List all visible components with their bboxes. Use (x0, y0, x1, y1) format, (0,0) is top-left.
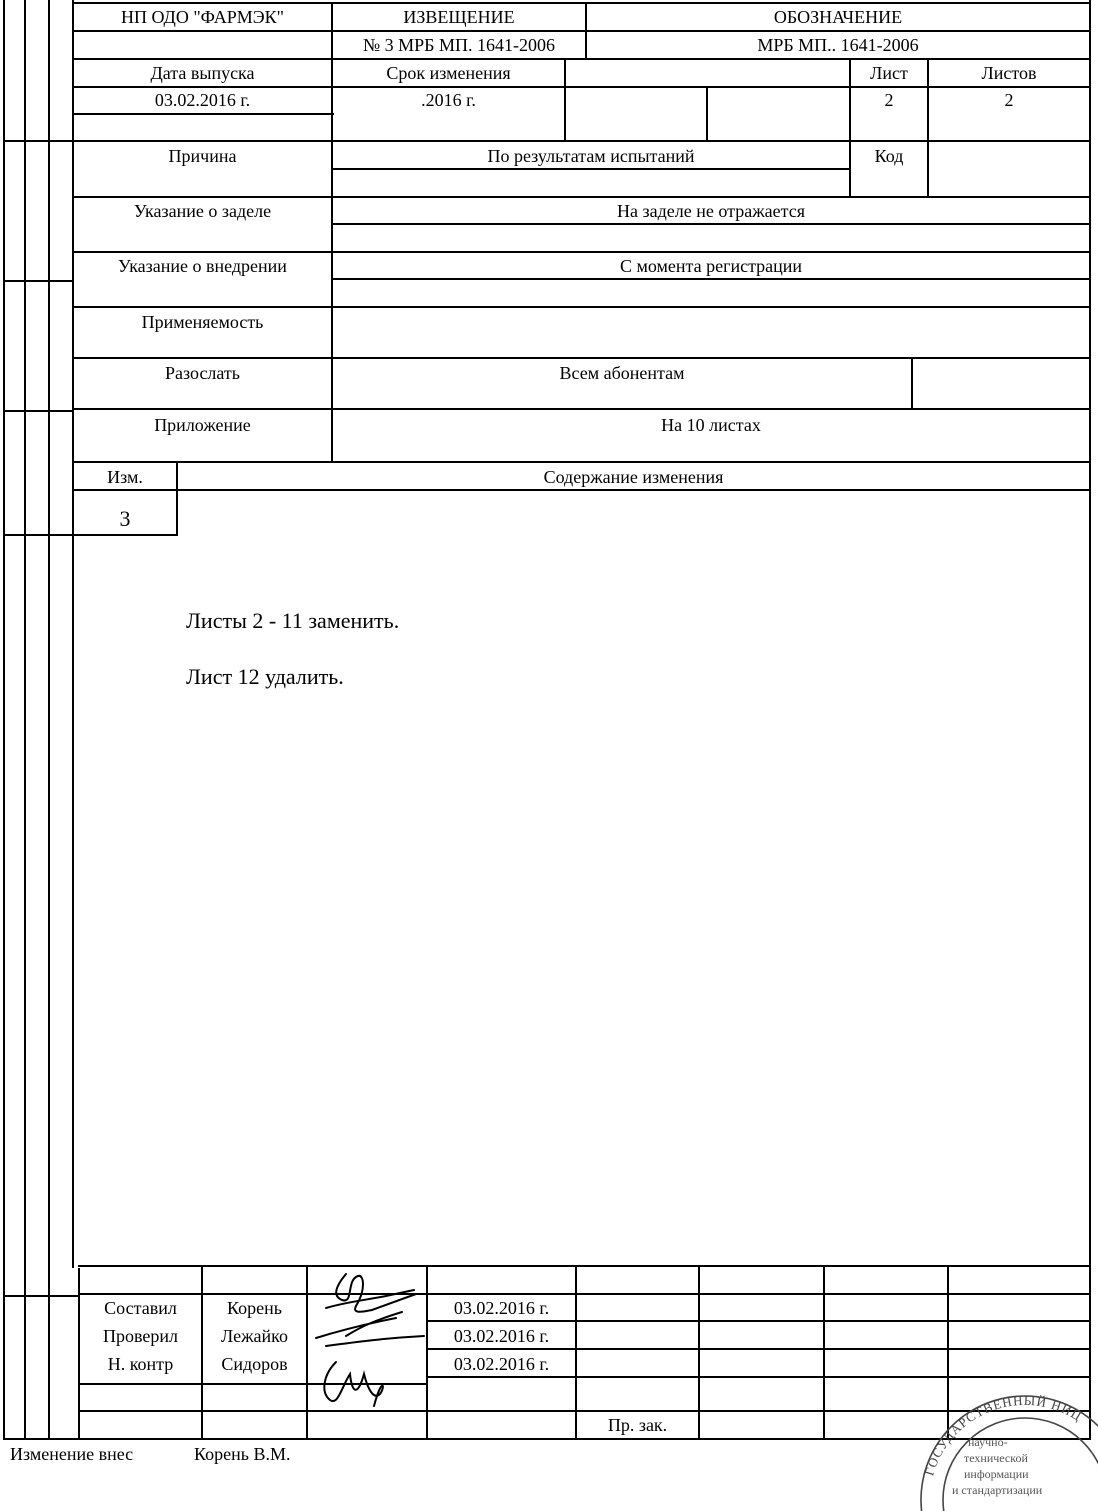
order-label: Пр. зак. (607, 1415, 668, 1435)
applicability-label: Применяемость (141, 312, 264, 332)
date-composed: 03.02.2016 г. (453, 1298, 550, 1318)
reserve-value: На заделе не отражается (617, 201, 805, 221)
code-label: Код (874, 146, 904, 166)
change-term-label: Срок изменения (386, 63, 511, 83)
name-composed: Корень (227, 1298, 282, 1318)
stamp-line-5: и стандартизации (952, 1483, 1043, 1497)
reserve-label: Указание о заделе (133, 201, 272, 221)
sheets-label: Листов (981, 63, 1037, 83)
change-term: .2016 г. (421, 90, 476, 110)
content-label: Содержание изменения (543, 467, 724, 487)
role-checked: Проверил (103, 1326, 178, 1346)
implement-label: Указание о внедрении (118, 256, 287, 276)
sheet-label: Лист (870, 63, 908, 83)
reason-label: Причина (168, 146, 237, 166)
send-label: Разослать (164, 363, 241, 383)
margin-cross-4 (3, 534, 74, 536)
date-checked: 03.02.2016 г. (453, 1326, 550, 1346)
name-checked: Лежайко (221, 1326, 288, 1346)
issue-date-label: Дата выпуска (150, 63, 255, 83)
date-norm-control: 03.02.2016 г. (453, 1354, 550, 1374)
margin-cross-3 (3, 410, 74, 412)
role-composed: Составил (104, 1298, 177, 1318)
designation-value: МРБ МП.. 1641-2006 (757, 35, 919, 55)
issue-date: 03.02.2016 г. (154, 90, 251, 110)
margin-line-2 (24, 0, 26, 1440)
margin-cross-1 (3, 140, 74, 142)
izm-value: 3 (119, 506, 131, 531)
frame-left-line (72, 0, 74, 1268)
notice-title: ИЗВЕЩЕНИЕ (403, 7, 515, 27)
appendix-label: Приложение (154, 415, 251, 435)
margin-line-1 (3, 0, 5, 1440)
margin-cross-2 (3, 280, 74, 282)
stamp-line-2: научно- (968, 1435, 1008, 1449)
margin-cross-5 (3, 1295, 78, 1297)
official-stamp (900, 1390, 1098, 1511)
signature-scribbles (306, 1266, 428, 1416)
org-name: НП ОДО "ФАРМЭК" (120, 7, 285, 27)
appendix-value: На 10 листах (661, 415, 761, 435)
frame-right-line (1089, 0, 1091, 1440)
izm-label: Изм. (107, 467, 143, 487)
stamp-line-4: информации (964, 1467, 1029, 1481)
implement-value: С момента регистрации (619, 256, 803, 276)
stamp-line-3: технической (964, 1451, 1028, 1465)
sheet-value: 2 (884, 90, 894, 110)
stamp-arc-text: ГОСУДАРСТВЕННЫЙ НИЦ (921, 1392, 1085, 1478)
role-norm-control: Н. контр (107, 1354, 174, 1374)
notice-number: № 3 МРБ МП. 1641-2006 (362, 35, 556, 55)
change-line-2: Лист 12 удалить. (186, 664, 344, 689)
name-norm-control: Сидоров (221, 1354, 288, 1374)
margin-line-3 (48, 0, 50, 1440)
send-value: Всем абонентам (559, 363, 685, 383)
top-border (72, 2, 1091, 4)
change-line-1: Листы 2 - 11 заменить. (186, 608, 400, 633)
entered-label: Изменение внес (10, 1444, 134, 1464)
entered-name: Корень В.М. (194, 1444, 291, 1464)
reason-value: По результатам испытаний (487, 146, 695, 166)
designation-title: ОБОЗНАЧЕНИЕ (773, 7, 903, 27)
sheets-value: 2 (1004, 90, 1014, 110)
